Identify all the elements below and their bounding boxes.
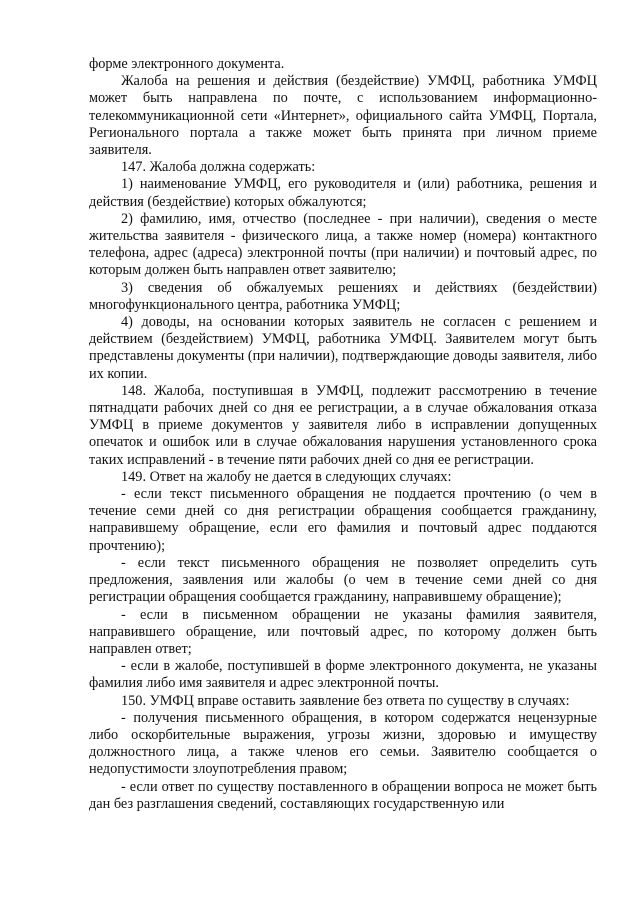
paragraph-complaint-channels: Жалоба на решения и действия (бездействие) УМФЦ, работника УМФЦ может быть направлена по почте, с использованием информационно-телекоммуникационной сети «Интернет», официального сайта УМФЦ, Портала, Регионального портала а также может быть принята при личном приеме заявителя. xyxy=(89,73,597,159)
paragraph-147-item-2: 2) фамилию, имя, отчество (последнее - при наличии), сведения о месте жительства заявителя - физического лица, а также номер (номера) контактного телефона, адрес (адреса) электронной почты (при наличии) и почтовый адрес, по которым должен быть направлен ответ заявителю; xyxy=(89,210,597,279)
paragraph-148: 148. Жалоба, поступившая в УМФЦ, подлежит рассмотрению в течение пятнадцати рабочих дней со дня ее регистрации, а в случае обжалования отказа УМФЦ в приеме документов у заявителя либо в исправлении допущенных опечаток и ошибок или в случае обжалования нарушения установленного срока таких исправлений - в течение пяти рабочих дней со дня ее регистрации. xyxy=(89,382,597,468)
paragraph-147-item-1: 1) наименование УМФЦ, его руководителя и (или) работника, решения и действия (бездействие) которых обжалуются; xyxy=(89,176,597,210)
paragraph-147-heading: 147. Жалоба должна содержать: xyxy=(121,159,316,176)
paragraph-150-case-2: - если ответ по существу поставленного в обращении вопроса не может быть дан без разглашения сведений, составляющих государственную или xyxy=(89,778,597,812)
paragraph-149-case-4: - если в жалобе, поступившей в форме электронного документа, не указаны фамилия либо имя заявителя и адрес электронной почты. xyxy=(89,658,597,692)
paragraph-147-item-3: 3) сведения об обжалуемых решениях и действиях (бездействии) многофункционального центра, работника УМФЦ; xyxy=(89,279,597,313)
paragraph-150-heading: 150. УМФЦ вправе оставить заявление без ответа по существу в случаях: xyxy=(121,692,570,709)
paragraph-149-case-1: - если текст письменного обращения не поддается прочтению (о чем в течение семи дней со дня регистрации обращения сообщается гражданину, направившему обращение, если его фамилия и почтовый адрес поддаются прочтению); xyxy=(89,486,597,554)
paragraph-149-case-2: - если текст письменного обращения не позволяет определить суть предложения, заявления или жалобы (о чем в течение семи дней со дня регистрации обращения сообщается гражданину, направившему обращение); xyxy=(89,554,597,606)
paragraph-continuation: форме электронного документа. xyxy=(89,56,285,72)
paragraph-147-item-4: 4) доводы, на основании которых заявитель не согласен с решением и действием (бездействием) УМФЦ, работника УМФЦ. Заявителем могут быть представлены документы (при наличии), подтверждающие доводы заявителя, либо их копии. xyxy=(89,314,597,382)
document-page xyxy=(89,56,597,813)
paragraph-149-case-3: - если в письменном обращении не указаны фамилия заявителя, направившего обращение, или почтовый адрес, по которому должен быть направлен ответ; xyxy=(89,606,597,657)
paragraph-149-heading: 149. Ответ на жалобу не дается в следующих случаях: xyxy=(121,468,452,485)
paragraph-150-case-1: - получения письменного обращения, в котором содержатся нецензурные либо оскорбительные выражения, угрозы жизни, здоровью и имуществу должностного лица, а также членов его семьи. Заявителю сообщается о недопустимости злоупотребления правом; xyxy=(89,709,597,778)
